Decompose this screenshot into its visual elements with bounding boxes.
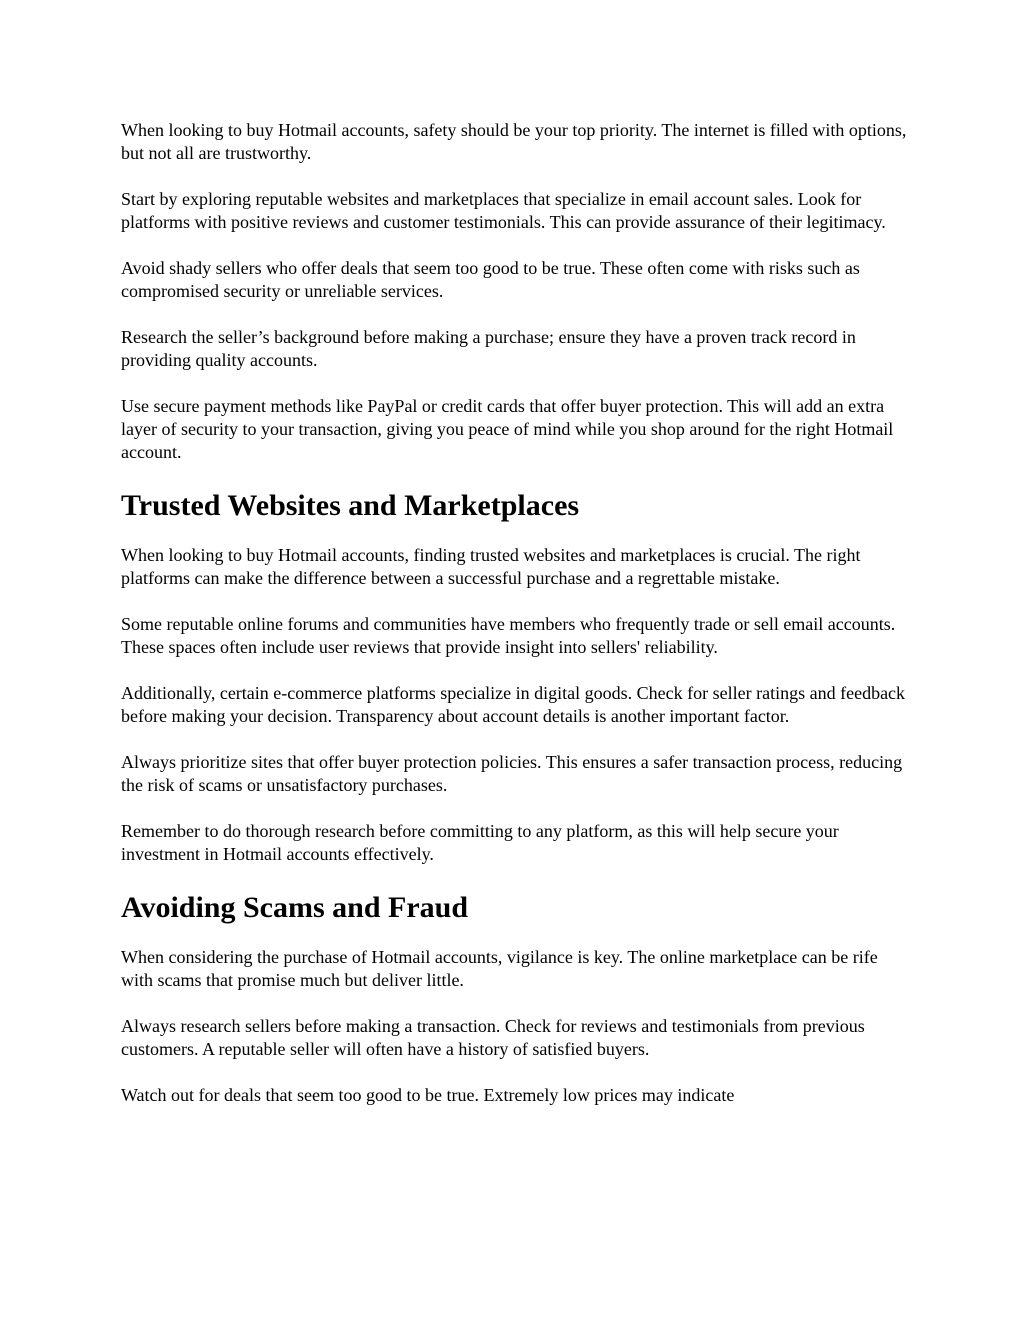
intro-paragraph-3: Avoid shady sellers who offer deals that seem too good to be true. These often come with risks such as compromised security or unreliable services. [121, 258, 860, 301]
trusted-paragraph-4: Always prioritize sites that offer buyer protection policies. This ensures a safer transaction process, reducing the risk of scams or unsatisfactory purchases. [121, 752, 903, 795]
document-page [121, 119, 911, 1130]
avoiding-scams-section [121, 890, 911, 1107]
section-heading: Avoiding Scams and Fraud [121, 891, 469, 924]
trusted-paragraph-3: Additionally, certain e-commerce platforms specialize in digital goods. Check for seller ratings and feedback before making your decision. Transparency about account details is another important factor. [121, 683, 906, 726]
intro-paragraph-5: Use secure payment methods like PayPal or credit cards that offer buyer protection. This will add an extra layer of security to your transaction, giving you peace of mind while you shop around for the right Hotmail account. [121, 396, 894, 462]
section-heading: Trusted Websites and Marketplaces [121, 489, 580, 522]
intro-paragraph-1: When looking to buy Hotmail accounts, safety should be your top priority. The internet is filled with options, but not all are trustworthy. [121, 120, 907, 163]
trusted-paragraph-5: Remember to do thorough research before committing to any platform, as this will help secure your investment in Hotmail accounts effectively. [121, 821, 839, 864]
intro-section [121, 119, 911, 464]
scams-paragraph-3: Watch out for deals that seem too good to be true. Extremely low prices may indicate [121, 1085, 735, 1105]
intro-paragraph-2: Start by exploring reputable websites and marketplaces that specialize in email account sales. Look for platforms with positive reviews and customer testimonials. This can provide assurance of their legitimacy. [121, 189, 886, 232]
scams-paragraph-2: Always research sellers before making a transaction. Check for reviews and testimonials from previous customers. A reputable seller will often have a history of satisfied buyers. [121, 1016, 865, 1059]
scams-paragraph-1: When considering the purchase of Hotmail accounts, vigilance is key. The online marketplace can be rife with scams that promise much but deliver little. [121, 947, 878, 990]
trusted-websites-section [121, 488, 911, 866]
intro-paragraph-4: Research the seller’s background before making a purchase; ensure they have a proven track record in providing quality accounts. [121, 327, 856, 370]
trusted-paragraph-1: When looking to buy Hotmail accounts, finding trusted websites and marketplaces is crucial. The right platforms can make the difference between a successful purchase and a regrettable mistake. [121, 545, 861, 588]
trusted-paragraph-2: Some reputable online forums and communities have members who frequently trade or sell email accounts. These spaces often include user reviews that provide insight into sellers' reliability. [121, 614, 896, 657]
